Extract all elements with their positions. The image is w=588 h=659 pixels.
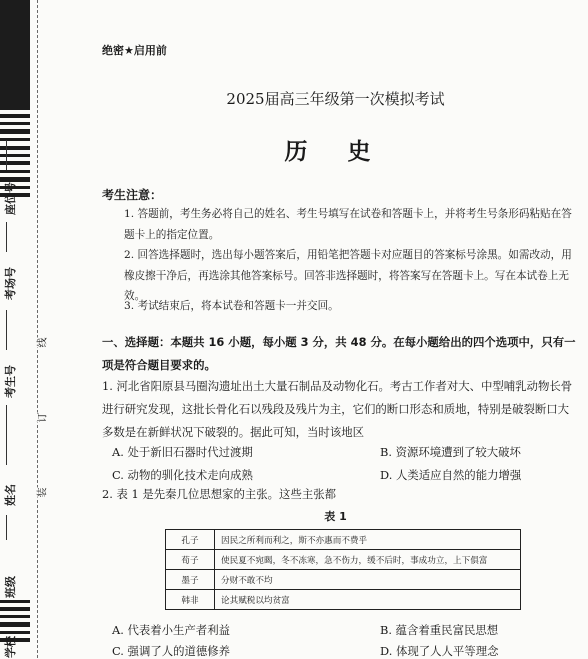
question-1-option-b[interactable]: B. 资源环境遭到了较大破坏	[380, 445, 521, 459]
candidate-number-label: 考生号	[4, 365, 17, 398]
question-1-stem: 1. 河北省阳原县马圈沟遗址出土大量石制品及动物化石。考古工作者对大、中型哺乳动物长骨进行研究发现，这批长骨化石以残段及残片为主，它们的断口形态和质地，特别是破裂断口大多数是在新鲜状况下破裂的。据此可知，当时该地区	[102, 379, 573, 439]
class-line	[6, 515, 7, 540]
barcode-bar	[0, 600, 30, 603]
question-2-option-d[interactable]: D. 体现了人人平等理念	[380, 644, 499, 658]
school-label: 学校	[4, 636, 17, 658]
barcode-bar	[0, 146, 30, 150]
binding-char-bind: 装	[34, 488, 49, 498]
thinkers-table	[165, 529, 521, 610]
seat-number-label: 座位号	[4, 182, 17, 215]
barcode-bar	[0, 607, 30, 611]
barcode-bar	[0, 122, 30, 125]
table-caption: 表 1	[324, 510, 347, 523]
section-heading: 一、选择题：本题共 16 小题，每小题 3 分，共 48 分。在每小题给出的四个选项中，只有一项是符合题目要求的。	[102, 335, 576, 372]
seat-number-line	[6, 140, 7, 170]
barcode-bar	[0, 129, 30, 134]
subject-title: 历 史	[284, 138, 387, 165]
question-2-option-a[interactable]: A. 代表着小生产者利益	[112, 623, 230, 637]
binding-char-staple: 订	[34, 413, 49, 423]
binding-strip	[0, 0, 34, 658]
question-1-option-a[interactable]: A. 处于新旧石器时代过渡期	[112, 445, 253, 459]
thinker-cell: 孔子	[166, 530, 215, 550]
question-1-option-c[interactable]: C. 动物的驯化技术走向成熟	[112, 468, 253, 482]
quote-cell: 因民之所利而利之，斯不亦惠而不费乎	[215, 530, 521, 550]
barcode-bar	[0, 0, 30, 110]
thinker-cell: 墨子	[166, 570, 215, 590]
note-item: 2. 回答选择题时，选出每小题答案后，用铅笔把答题卡对应题目的答案标号涂黑。如需改动，用橡皮擦干净后，再选涂其他答案标号。回答非选择题时，将答案写在答题卡上。写在本试卷上无效。	[124, 249, 572, 302]
barcode-bar	[0, 114, 30, 118]
barcode-bar	[0, 615, 30, 618]
thinker-cell: 荀子	[166, 550, 215, 570]
candidate-number-line	[6, 310, 7, 350]
exam-room-line	[6, 222, 7, 252]
class-label: 班级	[4, 576, 17, 598]
thinker-cell: 韩非	[166, 590, 215, 610]
quote-cell: 分财不敢不均	[215, 570, 521, 590]
barcode-bar	[0, 154, 30, 157]
barcode-bar	[0, 622, 30, 627]
table-row	[166, 530, 521, 550]
table-row	[166, 550, 521, 570]
barcode-bar	[0, 161, 30, 165]
binding-char-line: 线	[34, 338, 49, 348]
table-row	[166, 570, 521, 590]
question-2-option-b[interactable]: B. 蕴含着重民富民思想	[380, 623, 499, 637]
quote-cell: 论其赋税以均贫富	[215, 590, 521, 610]
quote-cell: 使民夏不宛暍，冬不冻寒，急不伤力，缓不后时，事成功立，上下俱富	[215, 550, 521, 570]
table-row	[166, 590, 521, 610]
confidential-label: 绝密★启用前	[102, 44, 167, 57]
notes-heading: 考生注意：	[102, 188, 163, 202]
exam-room-label: 考场号	[4, 267, 17, 300]
barcode-bar	[0, 631, 30, 634]
exam-title: 2025届高三年级第一次模拟考试	[226, 90, 445, 108]
name-label: 姓名	[4, 484, 17, 506]
barcode-bar	[0, 170, 30, 173]
name-line	[6, 405, 7, 465]
note-item: 1. 答题前，考生务必将自己的姓名、考生号填写在试卷和答题卡上，并将考生号条形码粘贴在答题卡上的指定位置。	[124, 208, 572, 241]
question-2-option-c[interactable]: C. 强调了人的道德修养	[112, 644, 231, 658]
binding-fold-line	[37, 0, 38, 658]
question-2-stem: 2. 表 1 是先秦几位思想家的主张。这些主张都	[102, 487, 337, 501]
barcode-bar	[0, 138, 30, 141]
note-item: 3. 考试结束后，将本试卷和答题卡一并交回。	[124, 300, 339, 312]
question-1-option-d[interactable]: D. 人类适应自然的能力增强	[380, 468, 522, 482]
